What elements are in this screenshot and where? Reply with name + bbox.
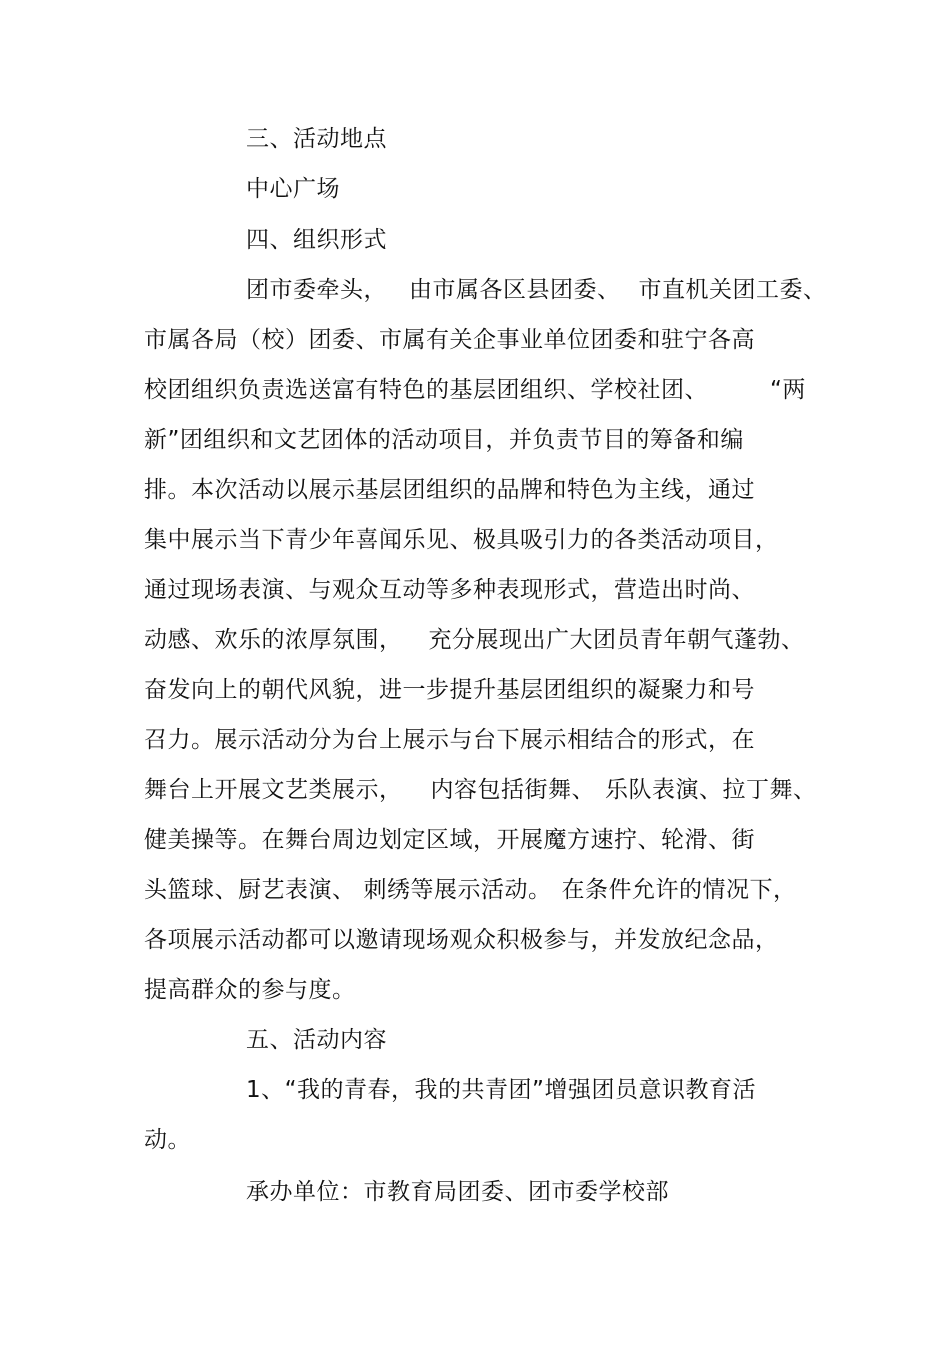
text-segment: 内容包括街舞、 <box>430 777 595 803</box>
paragraph-line <box>144 775 817 805</box>
section-4-heading: 四、组织形式 <box>246 227 387 253</box>
section-3-heading: 三、活动地点 <box>246 126 387 152</box>
text-segment: 充分展现出广大团员青年朝气蓬勃、 <box>428 627 805 653</box>
text-segment: 在条件允许的情况下， <box>561 877 797 903</box>
organizer-line: 承办单位：市教育局团委、团市委学校部 <box>246 1179 669 1205</box>
paragraph-line <box>144 375 806 405</box>
paragraph-line: 提高群众的参与度。 <box>144 977 356 1003</box>
text-segment: 刺绣等展示活动。 <box>363 877 552 903</box>
text-segment: 舞台上开展文艺类展示， <box>144 777 403 803</box>
paragraph-line: 各项展示活动都可以邀请现场观众积极参与，并发放纪念品， <box>144 927 779 953</box>
activity-item-1: 1、“我的青春，我的共青团”增强团员意识教育活 <box>246 1077 756 1103</box>
paragraph-line: 市属各局（校）团委、市属有关企事业单位团委和驻宁各高 <box>144 327 755 353</box>
text-segment: 市直机关团工委、 <box>638 277 827 303</box>
paragraph-line <box>144 625 805 655</box>
text-segment: 动感、欢乐的浓厚氛围， <box>144 627 403 653</box>
paragraph-line: 健美操等。在舞台周边划定区域，开展魔方速拧、轮滑、街 <box>144 827 755 853</box>
text-segment: 校团组织负责选送富有特色的基层团组织、学校社团、 <box>144 377 708 403</box>
section-5-heading: 五、活动内容 <box>246 1027 387 1053</box>
text-segment: “两 <box>770 377 806 403</box>
text-segment: 由市属各区县团委、 <box>409 277 621 303</box>
text-segment: 团市委牵头， <box>246 277 387 303</box>
activity-item-1-continued: 动。 <box>144 1127 191 1153</box>
paragraph-line: 新”团组织和文艺团体的活动项目，并负责节目的筹备和编 <box>144 427 744 453</box>
paragraph-line <box>246 275 827 305</box>
paragraph-line: 通过现场表演、与观众互动等多种表现形式，营造出时尚、 <box>144 577 755 603</box>
paragraph-line: 排。本次活动以展示基层团组织的品牌和特色为主线，通过 <box>144 477 755 503</box>
text-segment: 乐队表演、拉丁舞、 <box>605 777 817 803</box>
paragraph-line: 召力。展示活动分为台上展示与台下展示相结合的形式，在 <box>144 727 755 753</box>
section-3-content: 中心广场 <box>246 176 340 202</box>
text-segment: 头篮球、厨艺表演、 <box>144 877 356 903</box>
paragraph-line: 奋发向上的朝代风貌，进一步提升基层团组织的凝聚力和号 <box>144 677 755 703</box>
paragraph-line <box>144 875 797 905</box>
paragraph-line: 集中展示当下青少年喜闻乐见、极具吸引力的各类活动项目， <box>144 527 779 553</box>
